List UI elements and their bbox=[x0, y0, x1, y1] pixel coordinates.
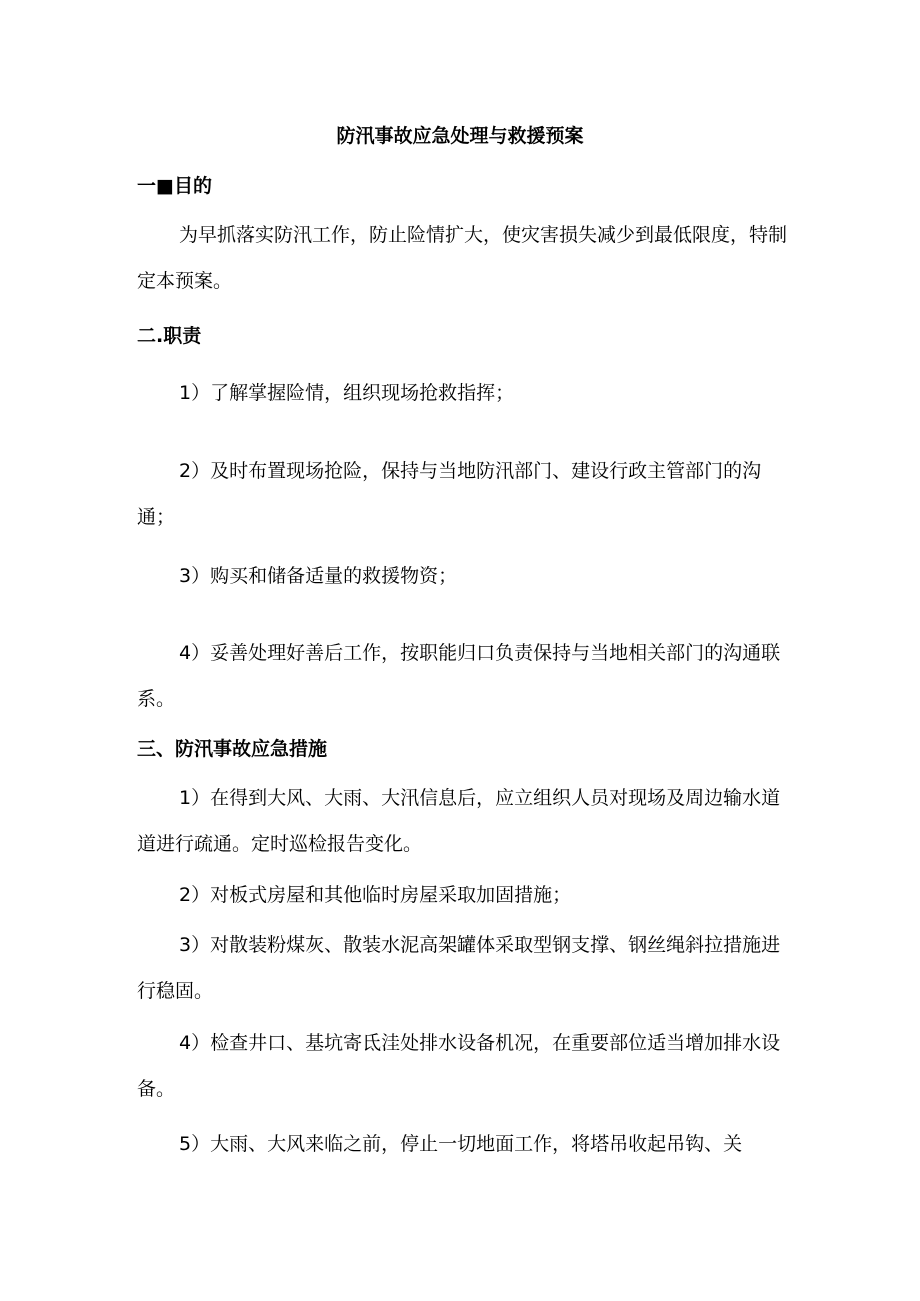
measure-item-4: 4）检查井口、基坑寄氐洼处排水设备机况，在重要部位适当增加排水设备。 bbox=[137, 1032, 781, 1100]
duty-item-4: 4）妥善处理好善后工作，按职能归口负责保持与当地相关部门的沟通联系。 bbox=[137, 642, 781, 710]
duty-item-1: 1）了解掌握险情，组织现场抢救指挥； bbox=[179, 382, 515, 404]
duty-item-2: 2）及时布置现场抢险，保持与当地防汛部门、建设行政主管部门的沟通； bbox=[137, 460, 762, 528]
measure-item-3: 3）对散装粉煤灰、散装水泥高架罐体采取型钢支撑、钢丝绳斜拉措施进行稳固。 bbox=[137, 934, 781, 1002]
measure-item-2: 2）对板式房屋和其他临时房屋采取加固措施； bbox=[179, 884, 572, 906]
section-heading-duties: 二.职责 bbox=[137, 325, 202, 347]
section-heading-measures: 三、防汛事故应急措施 bbox=[137, 738, 328, 760]
document-title: 防汛事故应急处理与救援预案 bbox=[336, 125, 584, 147]
measure-item-5: 5）大雨、大风来临之前，停止一切地面工作，将塔吊收起吊钩、关 bbox=[179, 1133, 743, 1155]
measure-item-1: 1）在得到大风、大雨、大汛信息后，应立组织人员对现场及周边输水道道进行疏通。定时巡检报告变化。 bbox=[137, 787, 781, 855]
duty-item-3: 3）购买和储备适量的救援物资； bbox=[179, 565, 458, 587]
section-heading-purpose: 一■目的 bbox=[137, 175, 212, 197]
purpose-paragraph: 为早抓落实防汛工作，防止险情扩大，使灾害损失减少到最低限度，特制定本预案。 bbox=[137, 224, 788, 292]
